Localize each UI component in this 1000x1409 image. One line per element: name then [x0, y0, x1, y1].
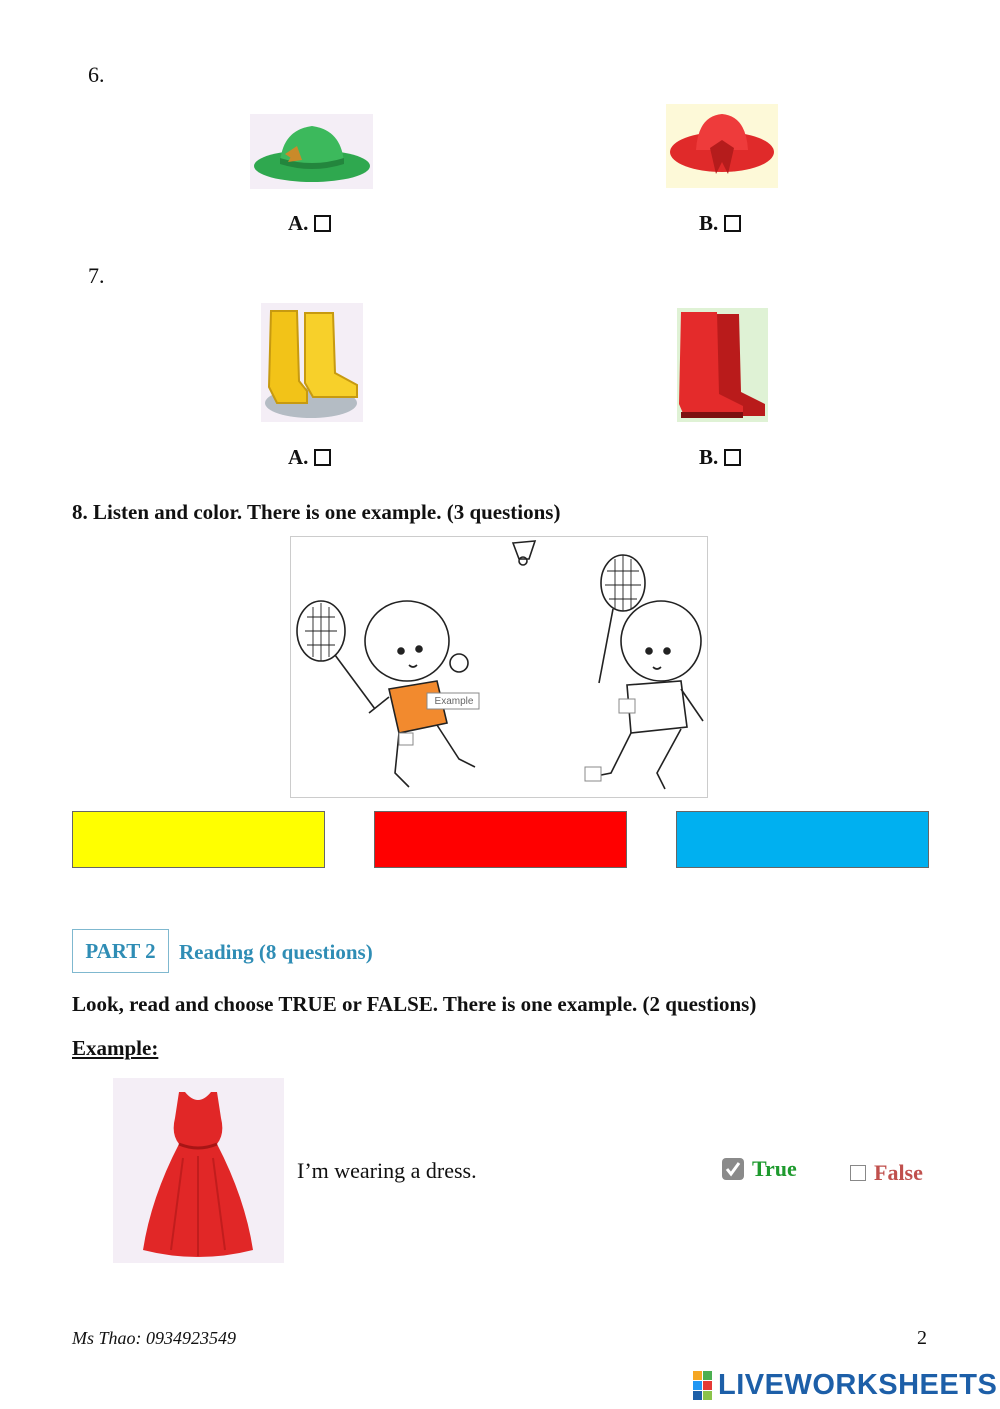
liveworksheets-logo [693, 1368, 997, 1402]
part-2-badge: PART 2 [72, 929, 169, 973]
true-option[interactable] [722, 1156, 797, 1182]
q7-option-b [699, 445, 741, 470]
yellow-boots-image [261, 303, 363, 422]
q6-option-b [699, 211, 741, 236]
question-number-6: 6. [88, 62, 105, 87]
q7-option-b-checkbox[interactable] [724, 449, 741, 466]
question-8-heading: 8. Listen and color. There is one example. (3 questions) [72, 500, 561, 524]
part-2-instruction: Look, read and choose TRUE or FALSE. There is one example. (2 questions) [72, 992, 757, 1016]
logo-text: LIVEWORKSHEETS [718, 1368, 998, 1401]
red-boots-image [677, 308, 768, 422]
option-letter: A. [288, 445, 309, 469]
checked-box-icon[interactable] [722, 1158, 744, 1180]
false-option[interactable] [850, 1160, 923, 1186]
q7-option-a-checkbox[interactable] [314, 449, 331, 466]
green-hat-image [250, 114, 373, 189]
option-letter: A. [288, 211, 309, 235]
false-label: False [874, 1160, 923, 1185]
option-letter: B. [699, 211, 719, 235]
red-hat-image [666, 104, 778, 188]
page-number: 2 [917, 1327, 927, 1349]
logo-blocks-icon [693, 1371, 712, 1400]
q6-option-a-checkbox[interactable] [314, 215, 331, 232]
true-label: True [752, 1156, 797, 1181]
question-number-7: 7. [88, 263, 105, 288]
badminton-children-image [290, 536, 708, 798]
yellow-color-swatch[interactable] [72, 811, 325, 868]
footer-author: Ms Thao: 0934923549 [72, 1328, 237, 1348]
q6-option-a [288, 211, 331, 236]
q7-option-a [288, 445, 331, 470]
red-color-swatch[interactable] [374, 811, 627, 868]
example-sentence: I’m wearing a dress. [297, 1158, 477, 1183]
example-tag: Example [434, 696, 474, 707]
blue-color-swatch[interactable] [676, 811, 929, 868]
example-label: Example: [72, 1036, 159, 1060]
red-dress-image [113, 1078, 284, 1263]
option-letter: B. [699, 445, 719, 469]
part-2-title: Reading (8 questions) [179, 940, 373, 964]
q6-option-b-checkbox[interactable] [724, 215, 741, 232]
unchecked-box-icon[interactable] [850, 1165, 866, 1181]
